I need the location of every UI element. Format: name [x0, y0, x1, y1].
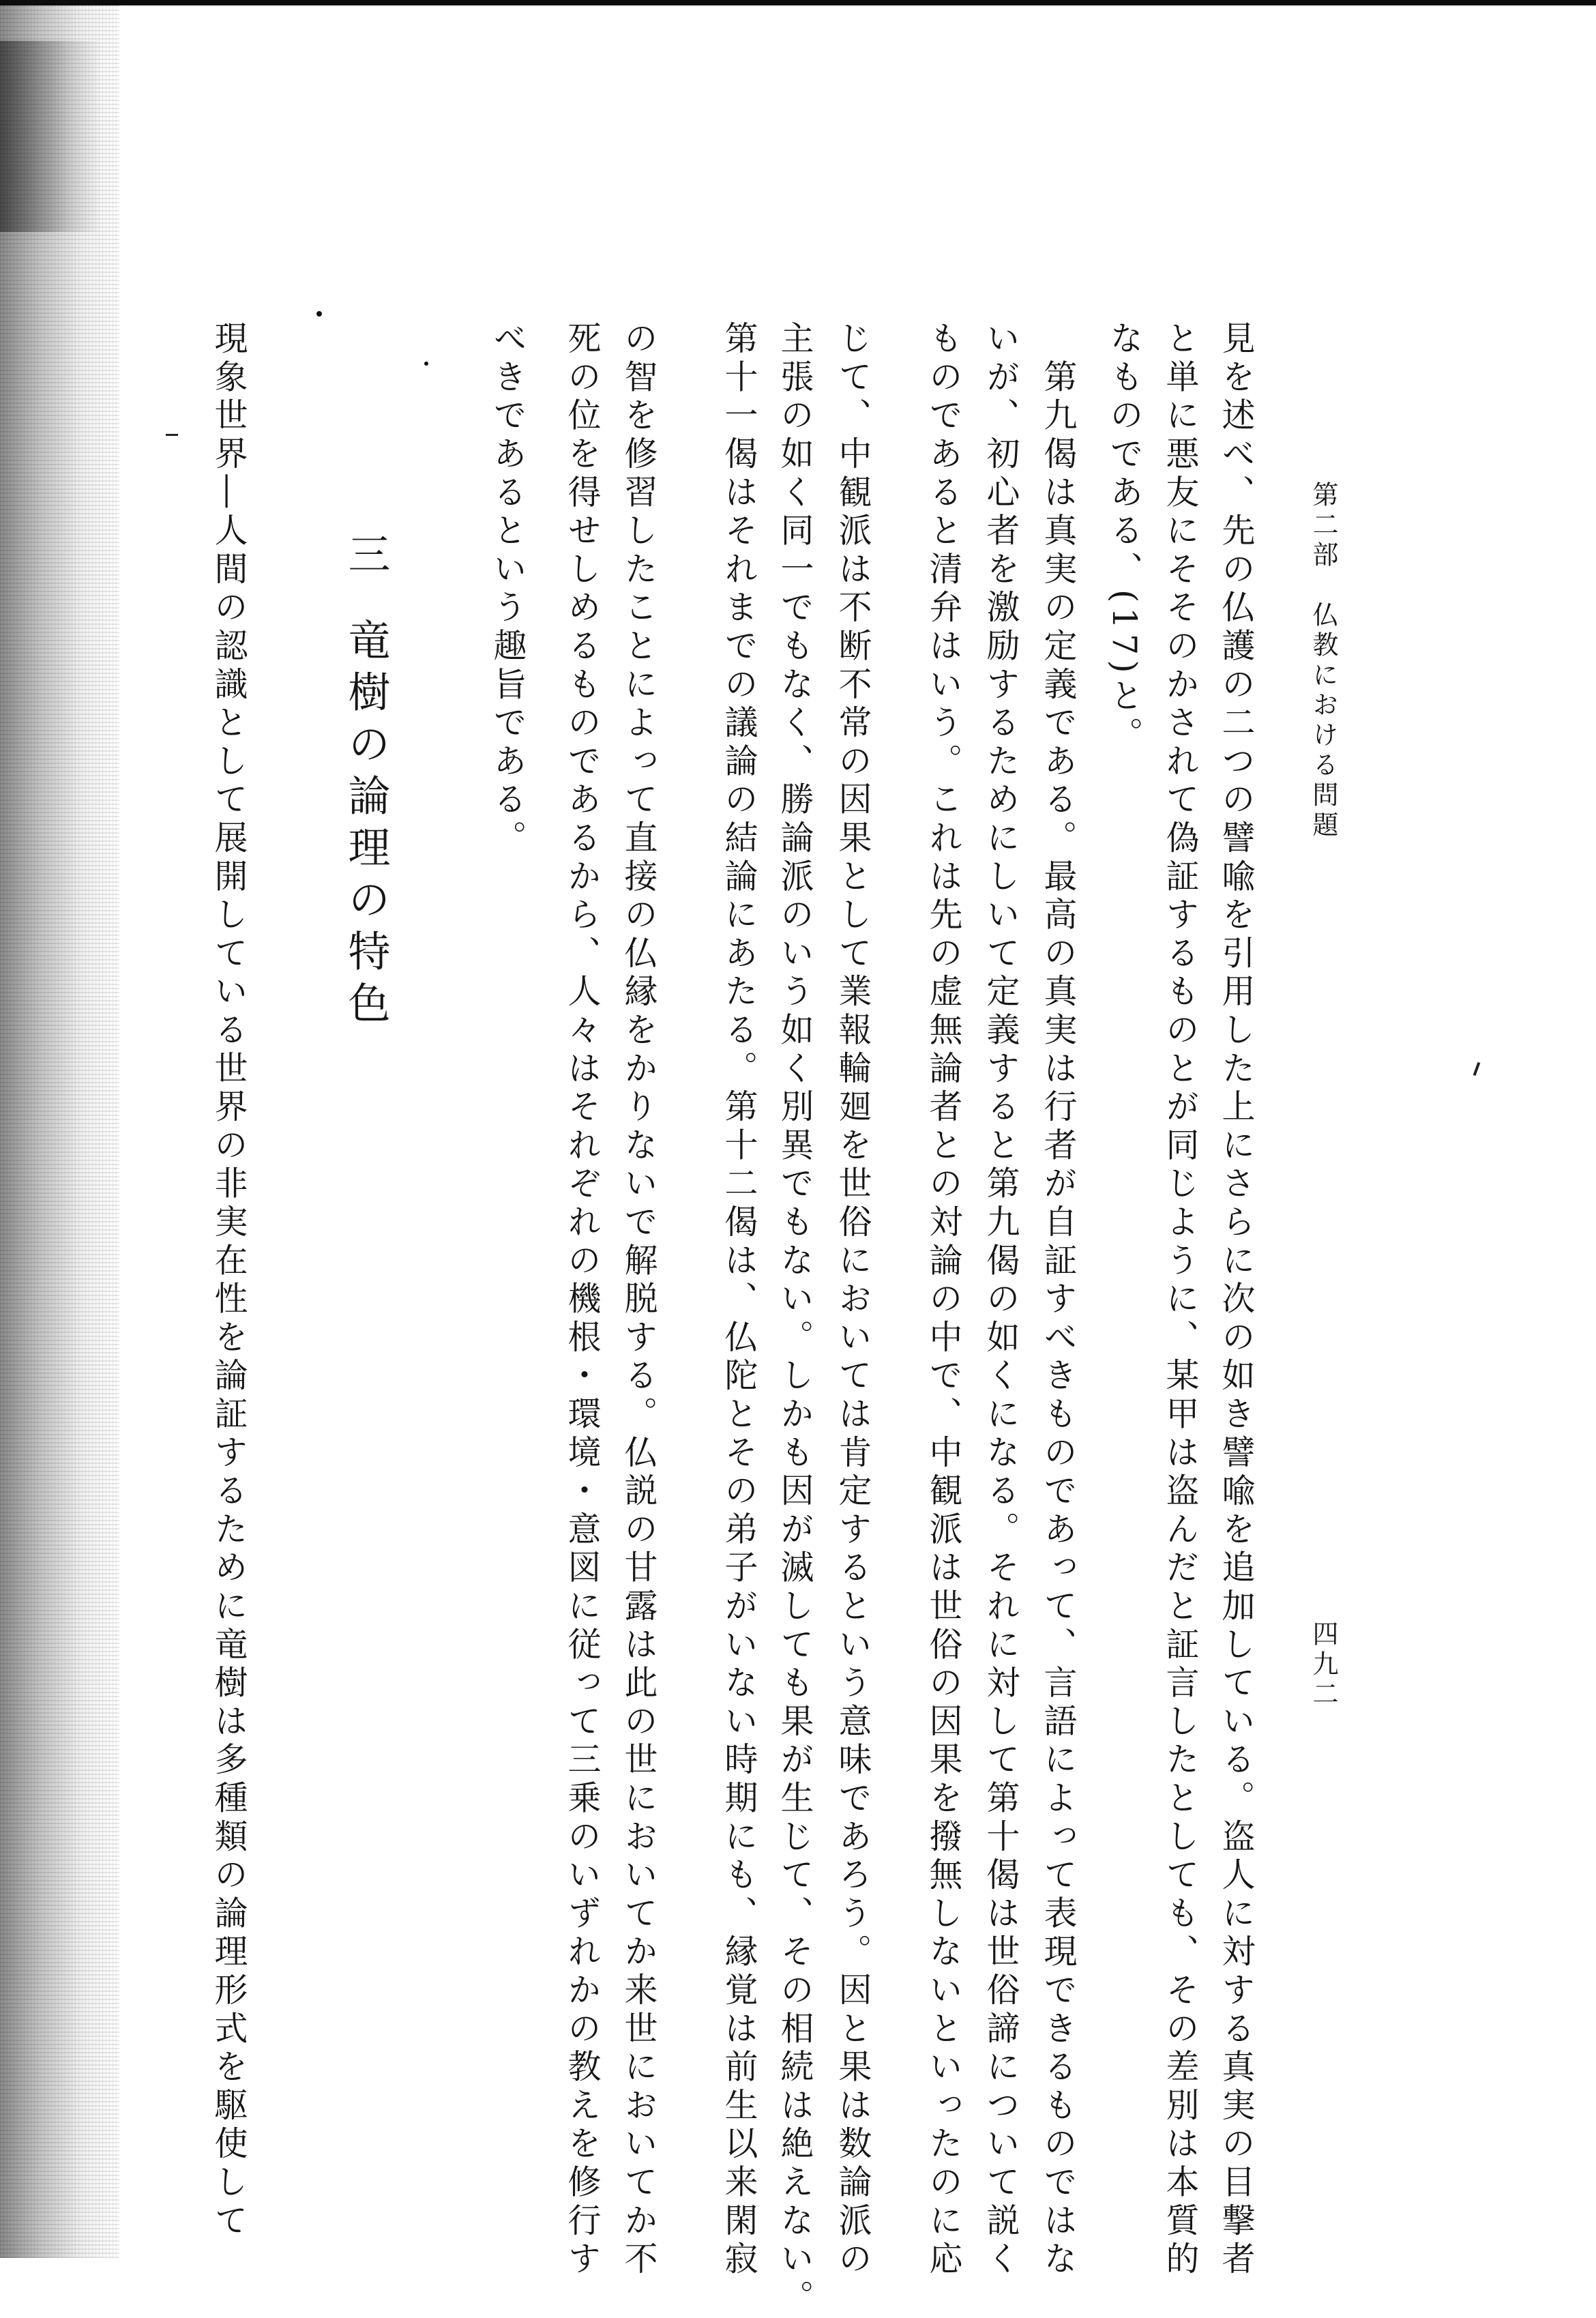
running-head: 第二部 仏教における問題	[1308, 481, 1338, 841]
body-column-final: 現象世界―人間の認識として展開している世界の非実在性を論証するために竜樹は多種類の論理形式を駆使して	[209, 321, 248, 2241]
body-column-11: 死の位を得せしめるものであるから、人々はそれぞれの機根・環境・意図に従って三乗のいずれかの教えを修行す	[563, 321, 602, 2280]
body-column-3: なものである、(17)と。	[1105, 321, 1144, 755]
body-column-1: 見を述べ、先の仏護の二つの譬喩を引用した上にさらに次の如き譬喩を追加している。盗人に対する真実の目撃者	[1217, 321, 1256, 2280]
body-column-10: の智を修習したことによって直接の仏縁をかりないで解脱する。仏説の甘露は此の世においてか来世においてか不	[619, 321, 658, 2280]
section-title: 竜樹の論理の特色	[341, 618, 391, 1033]
scan-dash-mark	[166, 434, 178, 436]
body-column-5: いが、初心者を激励するためにしいて定義すると第九偈の如くになる。それに対して第十偈は世俗諦について説く	[981, 321, 1020, 2280]
body-column-2: と単に悪友にそそのかされて偽証するものとが同じように、某甲は盗んだと証言したとしても、その差別は本質的	[1161, 321, 1200, 2280]
body-column-9: 第十一偈はそれまでの議論の結論にあたる。第十二偈は、仏陀とその弟子がいない時期にも、縁覚は前生以来閑寂	[720, 321, 758, 2280]
body-column-4: 第九偈は真実の定義である。最高の真実は行者が自証すべきものであって、言語によって表現できるものではな	[1039, 321, 1078, 2280]
scan-noise-dark-patch	[0, 41, 102, 232]
scan-speck	[316, 311, 322, 317]
body-column-12: べきであるという趣旨である。	[488, 321, 527, 859]
scan-dash-mark	[1473, 1062, 1481, 1076]
body-column-7: じて、中観派は不断不常の因果として業報輪廻を世俗においては肯定するという意味であろう。因と果は数論派の	[833, 321, 872, 2280]
section-number: 三	[341, 532, 391, 584]
top-edge-rule	[0, 0, 1596, 5]
body-column-8: 主張の如く同一でもなく、勝論派のいう如く別異でもない。しかも因が滅しても果が生じて、その相続は絶えない。	[775, 321, 814, 2318]
section-heading	[341, 532, 391, 1033]
page-number: 四九二	[1308, 1620, 1338, 1710]
scan-speck	[424, 362, 428, 366]
scan-noise-edge	[0, 5, 119, 2258]
body-column-6: ものであると清弁はいう。これは先の虚無論者との対論の中で、中観派は世俗の因果を撥無しないといったのに応	[924, 321, 963, 2280]
